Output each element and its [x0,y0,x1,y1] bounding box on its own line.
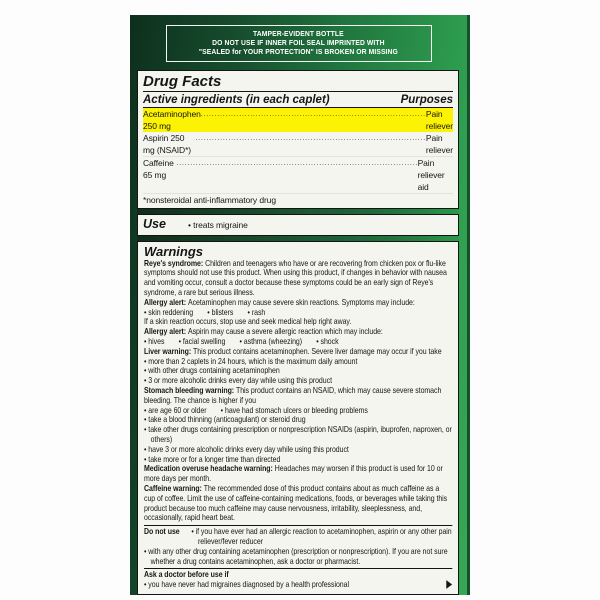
warning-paragraph: Allergy alert: Acetaminophen may cause severe skin reactions. Symptoms may include: [144,296,415,307]
warning-bullet: • take other drugs containing prescription or nonprescription NSAIDs (aspirin, ibuprofen, naproxen, or others) [144,425,452,445]
warning-bullet: • if you have ever had an allergic reaction to acetaminophen, aspirin or any other pain reliever/fever reducer [191,527,452,547]
banner-line: "SEALED for YOUR PROTECTION" IS BROKEN OR MISSING [198,47,399,57]
warning-bullet: • rash [248,308,266,318]
warning-paragraph: Liver warning: This product contains acetaminophen. Severe liver damage may occur if you take [144,345,442,356]
warning-bold-label: Liver warning: [144,345,194,356]
ingredient-purpose: Pain reliever [425,108,453,131]
warning-bold-label: Stomach bleeding warning: [144,384,236,395]
warning-bullet: • take a blood thinning (anticoagulant) or steroid drug [144,415,452,425]
warning-lead-label: Do not use [144,526,180,537]
ingredient-purpose: Pain reliever [425,132,453,155]
warning-bullet: • you have never had migraines diagnosed by a health professional [144,580,446,590]
warning-bullet: • are age 60 or older [144,406,206,416]
nsaid-footnote: *nonsteroidal anti-inflammatory drug [143,194,276,205]
ingredient-row [143,108,453,132]
ingredient-row [143,132,453,157]
ingredient-name: Aspirin 250 mg (NSAID*) [143,132,192,155]
warning-bullet: • skin reddening [144,308,193,318]
ingredient-row [143,157,453,194]
warning-bold-label: Caffeine warning: [144,482,204,493]
warning-bold-label: Reye's syndrome: [144,257,206,268]
warning-bullet: • 3 or more alcoholic drinks every day while using this product [144,376,452,386]
dotted-leader [195,133,426,145]
warning-bold-label: Allergy alert: [144,296,188,307]
ingredient-purpose: Pain reliever aid [417,157,445,192]
warning-bold-label: Allergy alert: [144,326,188,337]
active-ingredients-section [137,70,459,209]
use-section [137,214,459,236]
warning-bullet: • with any other drug containing acetaminophen (prescription or nonprescription). If you are not sure whether a drug contains acetaminophen, ask a doctor or pharmacist. [144,547,452,567]
warning-paragraph: Medication overuse headache warning: Headaches may worsen if this product is used for 10 or more days per month. [144,463,443,484]
continue-arrow-icon: ▶ [446,577,452,591]
warning-paragraph: Allergy alert: Aspirin may cause a severe allergic reaction which may include: [144,326,383,337]
warning-paragraph: Stomach bleeding warning: This product contains an NSAID, which may cause severe stomach bleeding. The chance is higher if you [144,384,442,405]
warning-bullet: • with other drugs containing acetaminophen [144,366,452,376]
warning-bullet: • blisters [207,308,233,318]
warning-bold-label: Ask a doctor before use if [144,569,229,580]
banner-line: DO NOT USE IF INNER FOIL SEAL IMPRINTED WITH [212,38,385,48]
warning-bullet: • asthma (wheezing) [239,337,302,347]
dotted-leader [201,109,426,121]
tamper-evident-banner [166,25,432,62]
drug-facts-label [130,15,470,595]
warning-paragraph: If a skin reaction occurs, stop use and seek medical help right away. [144,316,352,327]
warning-bullet: • shock [316,337,338,347]
warning-bullet: • have 3 or more alcoholic drinks every day while using this product [144,445,452,455]
warning-bullet: • hives [144,337,164,347]
ingredient-list [143,108,453,194]
ingredient-name: Caffeine 65 mg [143,157,174,180]
warning-bullet: • take more or for a longer time than directed [144,455,452,465]
warning-bullet: • have had stomach ulcers or bleeding problems [221,406,368,416]
warning-lead-bullet [144,527,452,547]
label-panel [137,70,459,595]
active-ingredients-label: Active ingredients (in each caplet) [143,93,330,106]
warnings-body [144,259,452,590]
warning-bullet: • facial swelling [179,337,226,347]
purposes-label: Purposes [400,93,453,106]
use-title: Use [143,216,166,231]
ingredient-name: Acetaminophen 250 mg [143,108,201,131]
warning-paragraph: Caffeine warning: The recommended dose of this product contains about as much caffeine as a cup of coffee. Limit the use of caffeine-containing medications, foods, or beverages while taking this product because too much caffeine may cause nervousness, irritability, sleeplessness, and, occasionally, rapid heart beat. [144,482,448,523]
warning-paragraph: Reye's syndrome: Children and teenagers who have or are recovering from chicken pox or flu-like symptoms should not use this product. When using this product, if changes in behavior with nausea and vomiting occur, consult a doctor because these symptoms could be an early sign of Reye's syndrome, a rare but serious illness. [144,257,447,297]
warning-bullet: • more than 2 caplets in 24 hours, which is the maximum daily amount [144,357,452,367]
drug-facts-title: Drug Facts [143,72,453,92]
banner-line: TAMPER-EVIDENT BOTTLE [253,29,344,38]
warning-bold-label: Medication overuse headache warning: [144,463,275,474]
warnings-title: Warnings [144,243,203,259]
use-bullet-item: • treats migraine [188,220,248,230]
warning-bullet-arrow-row [144,577,452,591]
dotted-leader [177,158,418,170]
active-ingredients-header [143,92,453,108]
warnings-section [137,241,459,595]
